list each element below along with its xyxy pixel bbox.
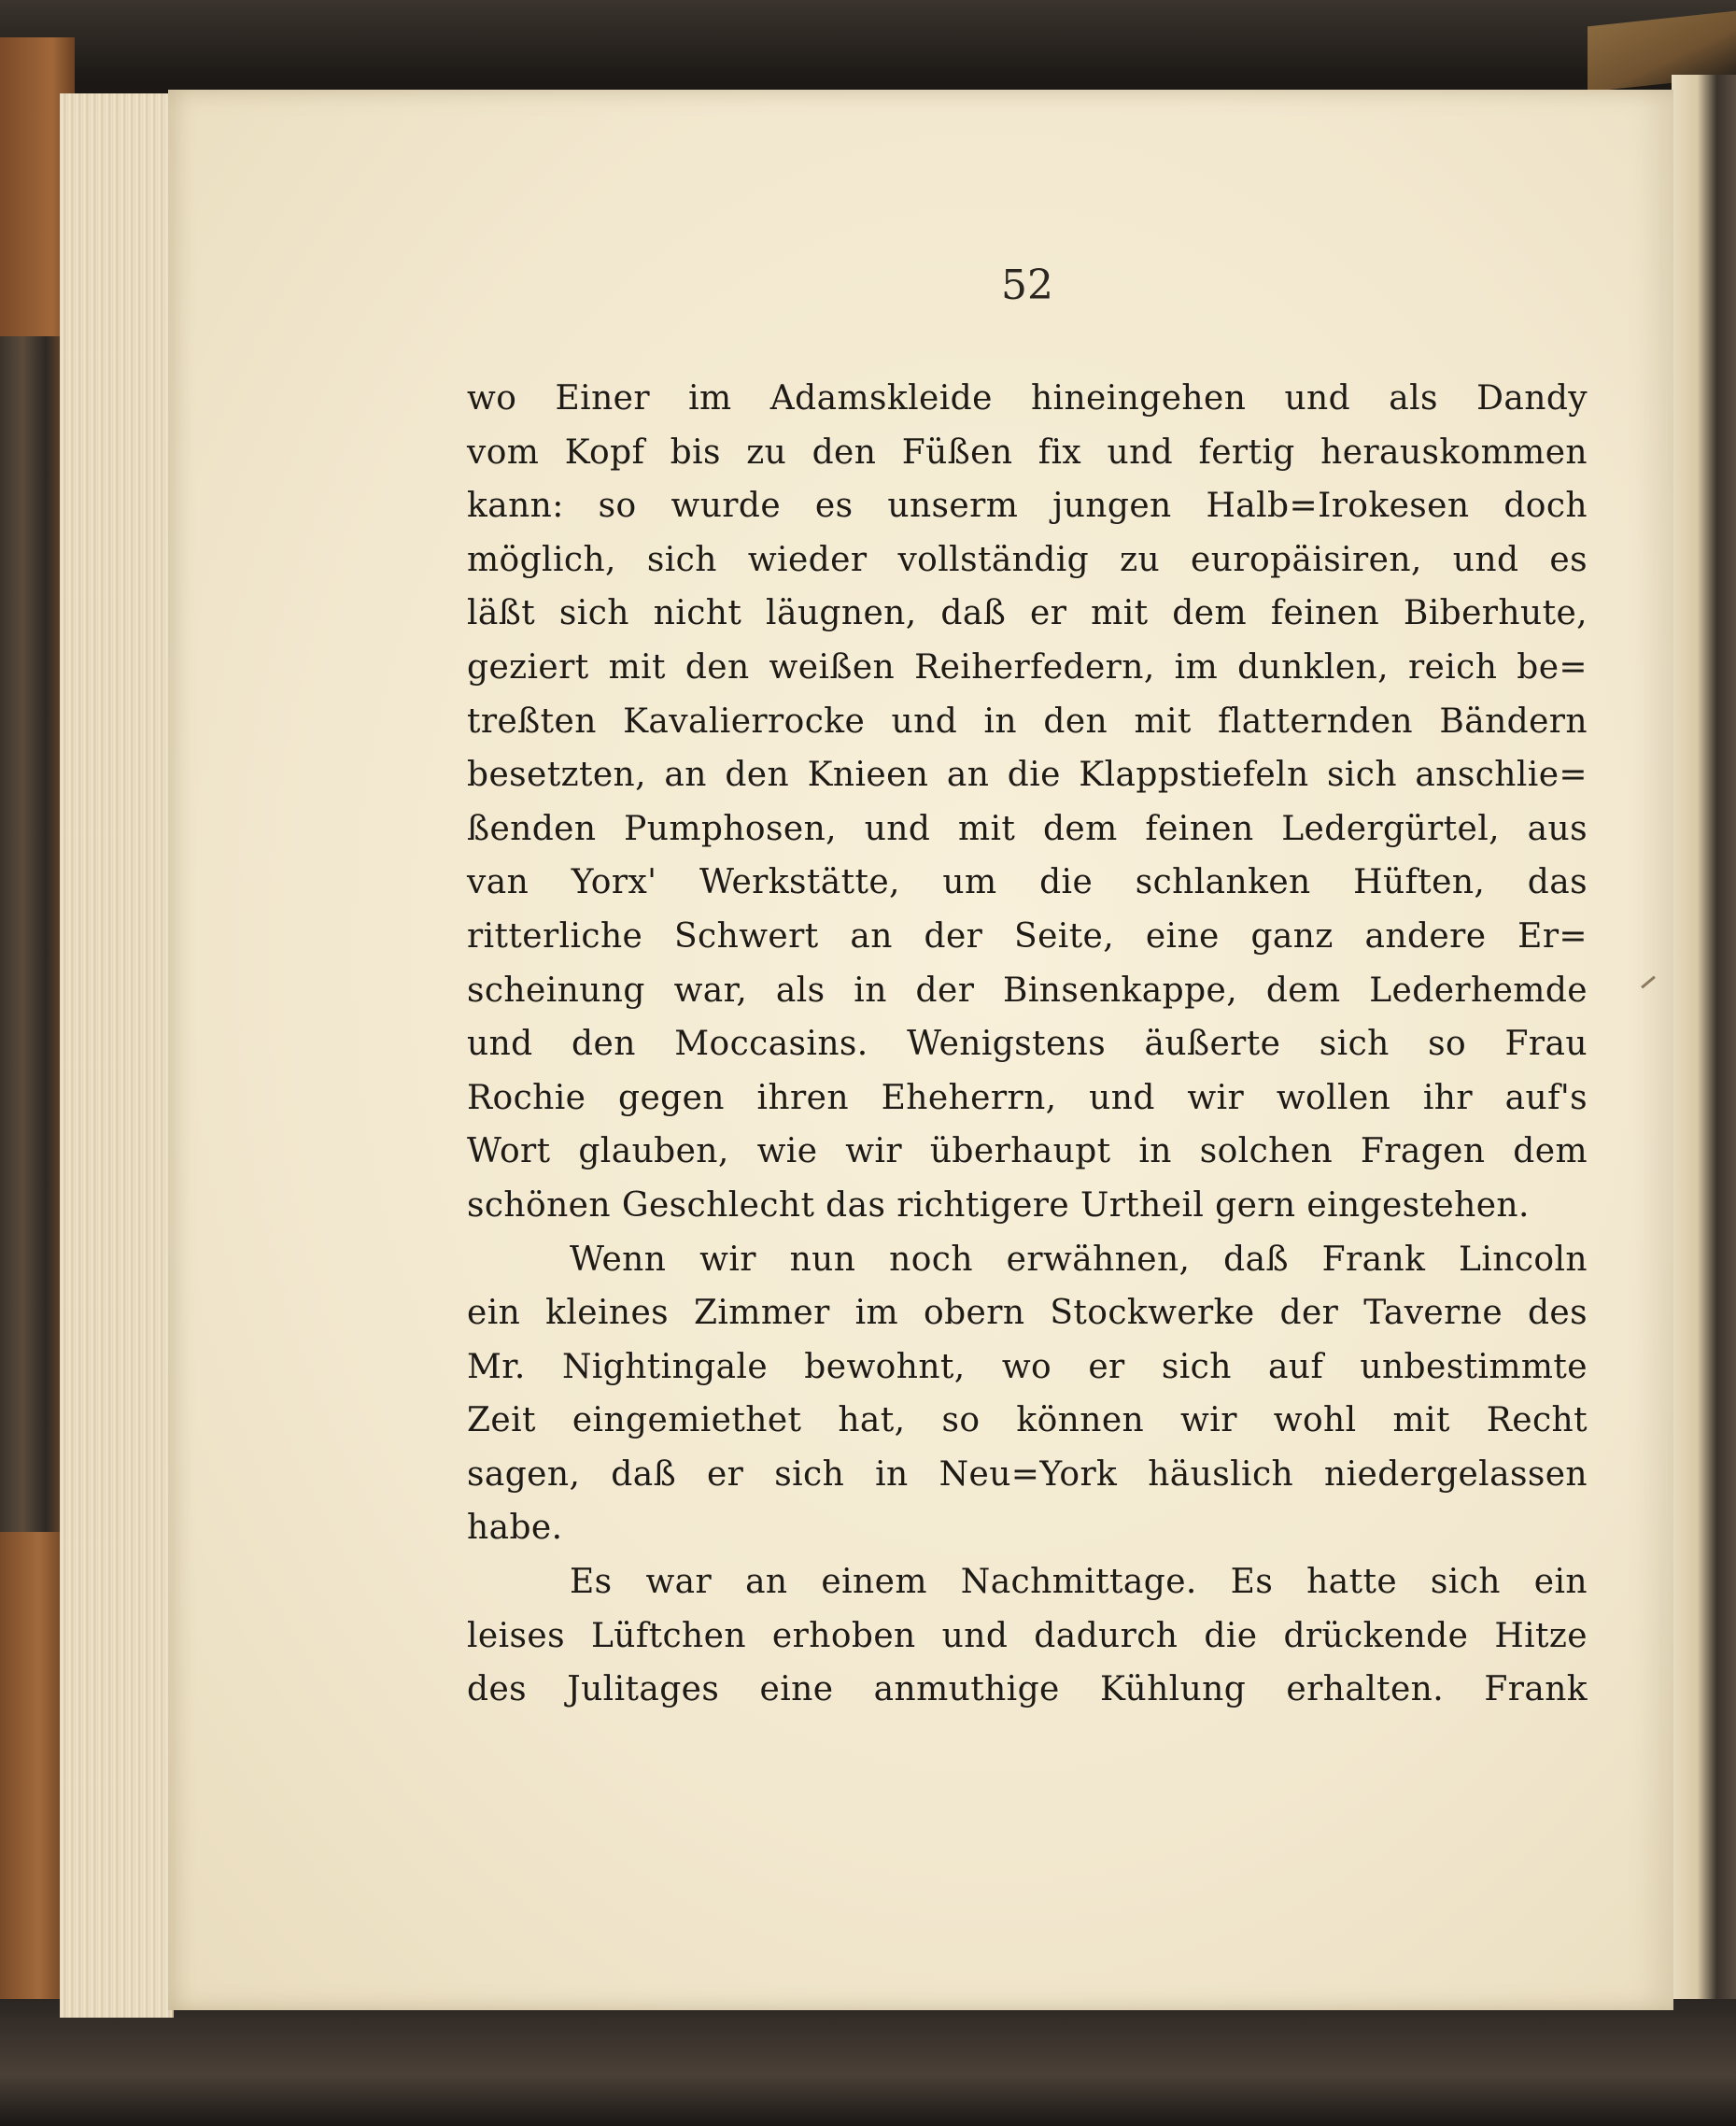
leather-corner-bottom	[0, 1532, 65, 2018]
text-line: Rochie gegen ihren Eheherrn, und wir wollen ihr auf's	[467, 1078, 1588, 1117]
text-line: Zeit eingemiethet hat, so können wir wohl mit Recht	[467, 1401, 1588, 1440]
text-line: geziert mit den weißen Reiherfedern, im dunklen, reich be=	[467, 647, 1588, 687]
text-line: und den Moccasins. Wenigstens äußerte sich so Frau	[467, 1025, 1588, 1064]
text-line: des Julitages eine anmuthige Kühlung erhalten. Frank	[467, 1670, 1588, 1709]
text-line: habe.	[467, 1509, 563, 1548]
text-line: van Yorx' Werkstätte, um die schlanken Hüften, das	[467, 863, 1588, 902]
text-line: vom Kopf bis zu den Füßen fix und fertig herauskommen	[467, 432, 1588, 472]
page-text	[467, 372, 1588, 1717]
page-number: 52	[1001, 262, 1053, 309]
text-line: ein kleines Zimmer im obern Stockwerke der Taverne des	[467, 1294, 1588, 1333]
text-line: möglich, sich wieder vollständig zu europäisiren, und es	[467, 540, 1588, 579]
text-line: besetzten, an den Knieen an die Klappstiefeln sich anschlie=	[467, 756, 1588, 795]
text-line: läßt sich nicht läugnen, daß er mit dem feinen Biberhute,	[467, 594, 1588, 633]
text-line: Mr. Nightingale bewohnt, wo er sich auf unbestimmte	[467, 1347, 1588, 1386]
text-line: ritterliche Schwert an der Seite, eine ganz andere Er=	[467, 916, 1588, 956]
text-line: Es war an einem Nachmittage. Es hatte sich ein	[570, 1563, 1588, 1602]
book-cover-right	[1672, 75, 1736, 2027]
book-cover-top	[0, 0, 1736, 103]
text-line: schönen Geschlecht das richtigere Urtheil gern eingestehen.	[467, 1185, 1530, 1225]
text-line: sagen, daß er sich in Neu=York häuslich niedergelassen	[467, 1454, 1588, 1494]
book-cover-bottom	[0, 1999, 1736, 2126]
text-line: Wenn wir nun noch erwähnen, daß Frank Lincoln	[570, 1240, 1588, 1279]
text-line: ßenden Pumphosen, und mit dem feinen Ledergürtel, aus	[467, 809, 1588, 848]
text-line: kann: so wurde es unserm jungen Halb=Irokesen doch	[467, 487, 1588, 526]
page-edges	[60, 93, 174, 2018]
text-line: treßten Kavalierrocke und in den mit flatternden Bändern	[467, 702, 1588, 741]
text-line: Wort glauben, wie wir überhaupt in solchen Fragen dem	[467, 1132, 1588, 1171]
text-line: scheinung war, als in der Binsenkappe, dem Lederhemde	[467, 971, 1588, 1010]
text-line: wo Einer im Adamskleide hineingehen und als Dandy	[467, 379, 1588, 418]
text-line: leises Lüftchen erhoben und dadurch die drückende Hitze	[467, 1616, 1588, 1655]
